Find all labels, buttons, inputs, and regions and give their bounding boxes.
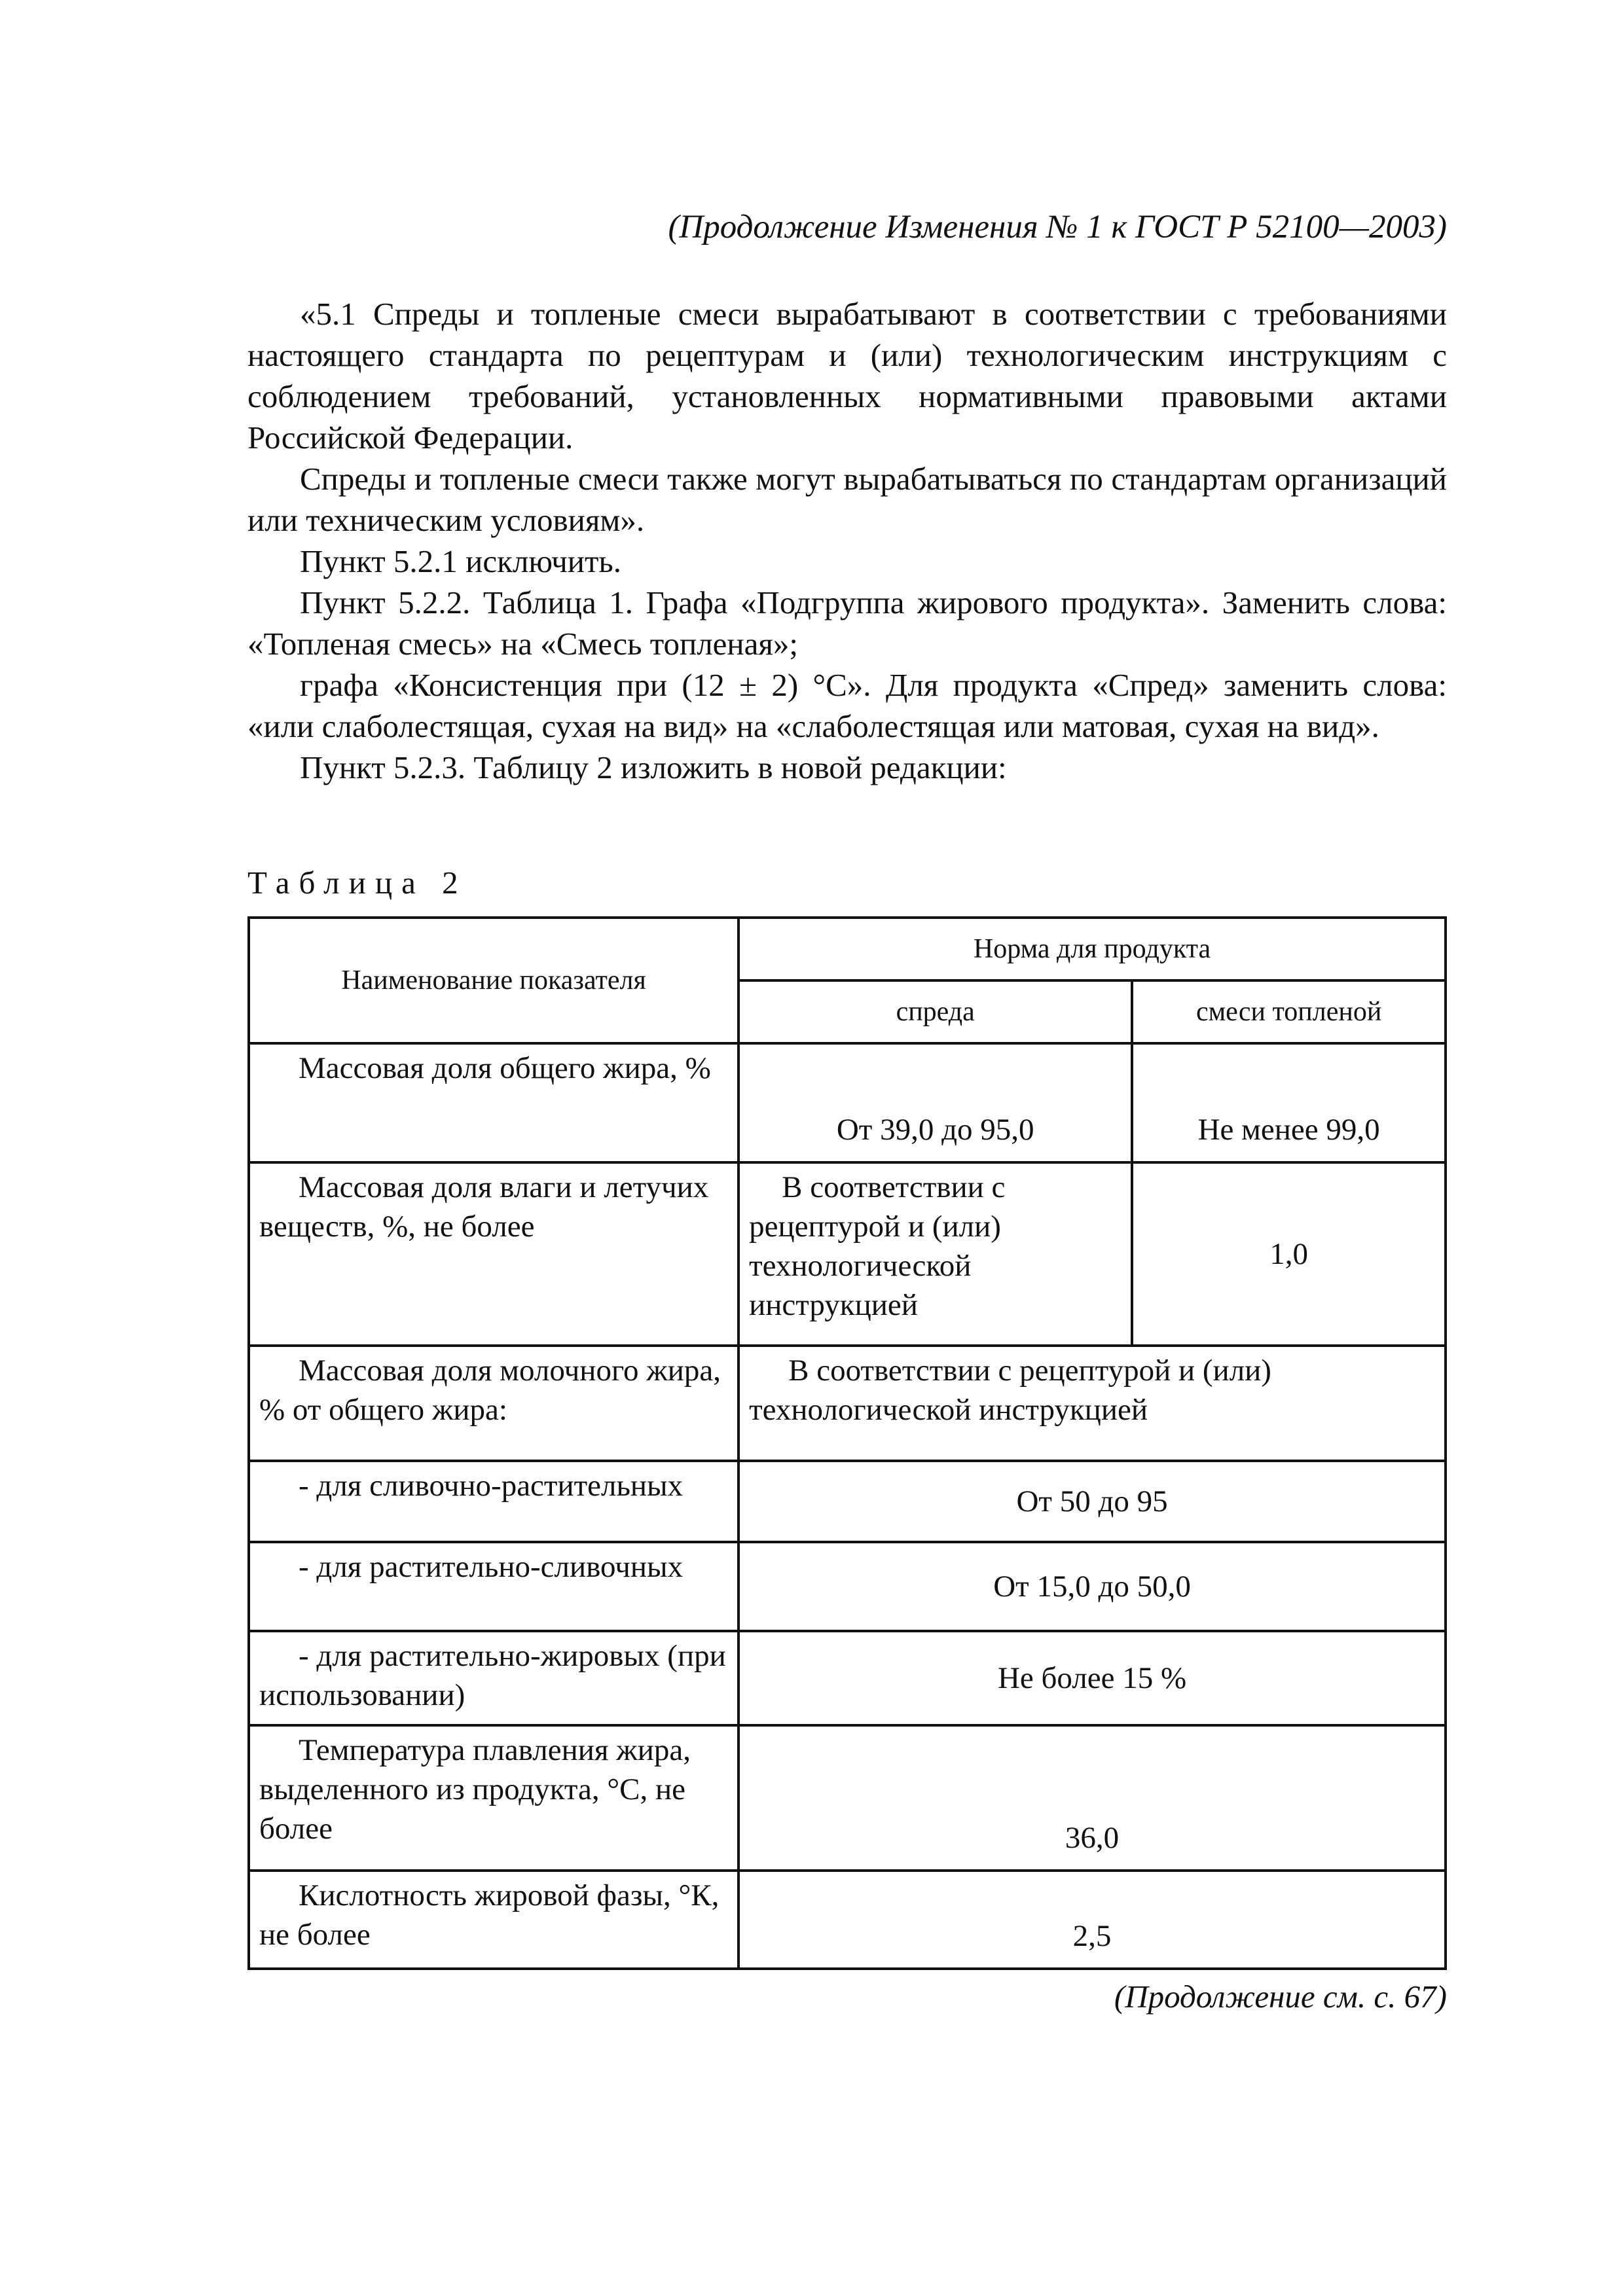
table-cell: Не менее 99,0: [1132, 1043, 1446, 1162]
table-row-name: - для растительно-жировых (при использовании): [249, 1631, 739, 1725]
table-cell: От 50 до 95: [739, 1461, 1446, 1542]
paragraph: Пункт 5.2.2. Таблица 1. Графа «Подгруппа жирового продукта». Заменить слова: «Топленая смесь» на «Смесь топленая»;: [247, 584, 1447, 662]
table-cell: 1,0: [1132, 1162, 1446, 1346]
table-row-name: Массовая доля молочного жира, % от общего жира:: [249, 1346, 739, 1461]
table-row-name: - для сливочно-растительных: [249, 1461, 739, 1542]
table-row-name: Кислотность жировой фазы, °К, не более: [249, 1871, 739, 1969]
page-header: (Продолжение Изменения № 1 к ГОСТ Р 52100—2003): [668, 209, 1447, 245]
paragraph: Спреды и топленые смеси также могут вырабатываться по стандартам организаций или техническим условиям».: [247, 461, 1447, 538]
table-cell: 36,0: [739, 1725, 1446, 1871]
paragraph: «5.1 Спреды и топленые смеси вырабатывают в соответствии с требованиями настоящего стандарта по рецептурам и (или) технологическим инструкциям с соблюдением требований, установленных нормативными правовыми актами Российской Федерации.: [247, 296, 1447, 456]
table-cell: 2,5: [739, 1871, 1446, 1969]
table-row-name: Температура плавления жира, выделенного из продукта, °С, не более: [249, 1725, 739, 1871]
norms-table: [247, 916, 1447, 1970]
header-cell-spread: спреда: [739, 980, 1132, 1043]
table-cell: В соответствии с рецептурой и (или) технологической инструкцией: [739, 1346, 1446, 1461]
body-text: [247, 293, 1447, 788]
header-cell-norm: Норма для продукта: [739, 918, 1446, 980]
table-row-name: Массовая доля влаги и летучих веществ, %, не более: [249, 1162, 739, 1346]
table-caption: Таблица 2: [247, 865, 467, 901]
header-cell-name: Наименование показателя: [249, 918, 739, 1043]
table-cell: От 39,0 до 95,0: [739, 1043, 1132, 1162]
paragraph: Пункт 5.2.3. Таблицу 2 изложить в новой редакции:: [300, 749, 1007, 785]
paragraph: графа «Консистенция при (12 ± 2) °С». Для продукта «Спред» заменить слова: «или слаболестящая, сухая на вид» на «слаболестящая или матовая, сухая на вид».: [247, 667, 1447, 744]
table-cell: От 15,0 до 50,0: [739, 1542, 1446, 1631]
page-footer: (Продолжение см. с. 67): [1114, 1979, 1447, 2015]
table-cell: Не более 15 %: [739, 1631, 1446, 1725]
table-row-name: - для растительно-сливочных: [249, 1542, 739, 1631]
header-cell-melted: смеси топленой: [1132, 980, 1446, 1043]
table-row-name: Массовая доля общего жира, %: [249, 1043, 739, 1162]
paragraph: Пункт 5.2.1 исключить.: [300, 543, 622, 579]
table-cell: В соответствии с рецептурой и (или) технологической инструкцией: [739, 1162, 1132, 1346]
